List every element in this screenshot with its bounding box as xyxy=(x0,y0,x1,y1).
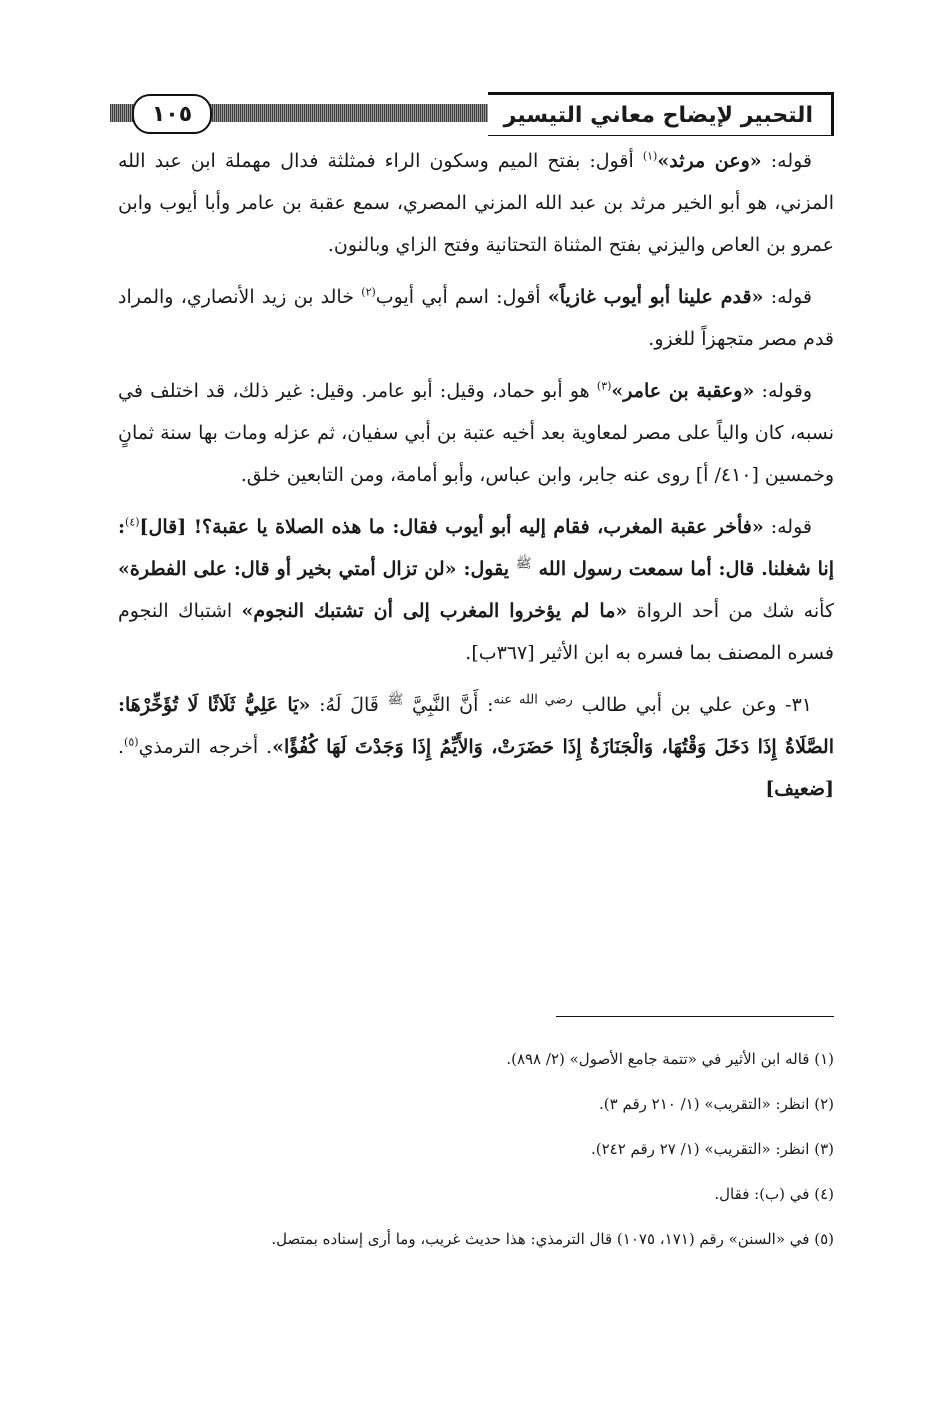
p2-lead: قوله: xyxy=(763,286,812,308)
footnote-separator xyxy=(556,1016,834,1017)
footnote-ref-3[interactable]: (٣) xyxy=(596,379,612,393)
p5-hadith-text: «يَا عَلِيُّ ثَلَاثًا لَا تُؤَخِّرْهَا: الصَّلَاةُ إِذَا دَخَلَ وَقْتُهَا، وَالْجَنَازَةُ إِذَا حَضَرَتْ، وَالأَيِّمُ إِذَا وَجَدْتَ لَهَا كُفُؤًا» xyxy=(118,694,834,758)
p2-text-2: خالد بن زيد الأنصاري، والمراد قدم مصر متجهزاً للغزو. xyxy=(118,286,834,350)
p5-text-3: قَالَ لَهُ: xyxy=(310,694,388,716)
p4-bold-4: «ما لم يؤخروا المغرب إلى أن تشتبك النجوم» xyxy=(241,600,628,622)
p5-text-1: ٣١- وعن علي بن أبي طالب xyxy=(572,694,812,716)
p5-text-5: . xyxy=(118,736,125,758)
footnote-3: (٣) انظر: «التقريب» (١/ ٢٧ رقم ٢٤٢). xyxy=(590,1140,834,1158)
paragraph-5-hadith xyxy=(118,684,834,810)
running-title: التحبير لإيضاح معاني التيسير xyxy=(488,92,834,136)
p1-text: أقول: بفتح الميم وسكون الراء فمثلثة فدال مهملة ابن عبد الله المزني، هو أبو الخير مرثد بن عبد الله المزني المصري، سمع عقبة بن عامر وأبا أيوب وابن عمرو بن العاص واليزني بفتح المثناة التحتانية وفتح الزاي وبالنون. xyxy=(118,150,834,256)
footnote-4: (٤) في (ب): فقال. xyxy=(714,1185,834,1203)
p4-lead: قوله: xyxy=(763,516,812,538)
page-number: ١٠٥ xyxy=(132,94,212,134)
p5-text-4: . أخرجه الترمذي xyxy=(138,736,273,758)
p3-text: هو أبو حماد، وقيل: أبو عامر. وقيل: غير ذلك، قد اختلف في نسبه، كان والياً على مصر لمعاوية بعد أخيه عتبة بن أبي سفيان، ثم عزله ومات بها سنة ثمانٍ وخمسين [٤١٠/ أ] روى عنه جابر، وابن عباس، وأبو أمامة، ومن التابعين خلق. xyxy=(118,380,834,486)
p2-quote: «قدم علينا أبو أيوب غازياً» xyxy=(547,286,764,308)
p2-text-1: أقول: اسم أبي أيوب xyxy=(375,286,548,308)
p1-lead: قوله: xyxy=(761,150,813,172)
p4-bold-3: يقول: «لن تزال أمتي بخير أو قال: على الفطرة» xyxy=(118,558,516,580)
hadith-grade: [ضعيف] xyxy=(765,778,834,800)
footnote-2: (٢) انظر: «التقريب» (١/ ٢١٠ رقم ٣). xyxy=(599,1095,834,1113)
paragraph-2 xyxy=(118,276,834,360)
main-text xyxy=(118,140,834,820)
footnote-1: (١) قاله ابن الأثير في «تتمة جامع الأصول» (٢/ ٨٩٨). xyxy=(506,1050,834,1068)
paragraph-3 xyxy=(118,370,834,496)
footnote-ref-5[interactable]: (٥) xyxy=(124,735,139,749)
footnote-ref-1[interactable]: (١) xyxy=(642,149,658,163)
salawat-glyph: ﷺ xyxy=(515,556,532,572)
p3-quote: «وعقبة بن عامر» xyxy=(611,380,755,402)
p4-text-1: كأنه شك من أحد الرواة xyxy=(627,600,834,622)
p4-text-2: اشتباك النجوم فسره المصنف بما فسره به ابن الأثير [٣٦٧ب]. xyxy=(118,600,834,664)
p1-quote: «وعن مرثد» xyxy=(657,150,762,172)
radiyallah-glyph: رضي الله عنه xyxy=(493,692,573,708)
salawat-glyph-2: ﷺ xyxy=(387,692,404,708)
footnotes xyxy=(118,1048,834,1273)
p4-bold-1: «فأخر عقبة المغرب، فقام إليه أبو أيوب فقال: ما هذه الصلاة يا عقبة؟! [قال] xyxy=(139,516,764,538)
page-header xyxy=(110,92,834,138)
p3-lead: وقوله: xyxy=(754,380,812,402)
footnote-ref-4[interactable]: (٤) xyxy=(125,515,140,529)
footnote-ref-2[interactable]: (٢) xyxy=(361,285,376,299)
p4-bold-2: : إنا شغلنا. قال: أما سمعت رسول الله xyxy=(118,516,834,580)
paragraph-4 xyxy=(118,506,834,674)
paragraph-1 xyxy=(118,140,834,266)
footnote-5: (٥) في «السنن» رقم (١٧١، ١٠٧٥) قال الترمذي: هذا حديث غريب، وما أرى إسناده بمتصل. xyxy=(271,1230,834,1248)
p5-text-2: : أَنَّ النَّبِيَّ xyxy=(403,694,494,716)
